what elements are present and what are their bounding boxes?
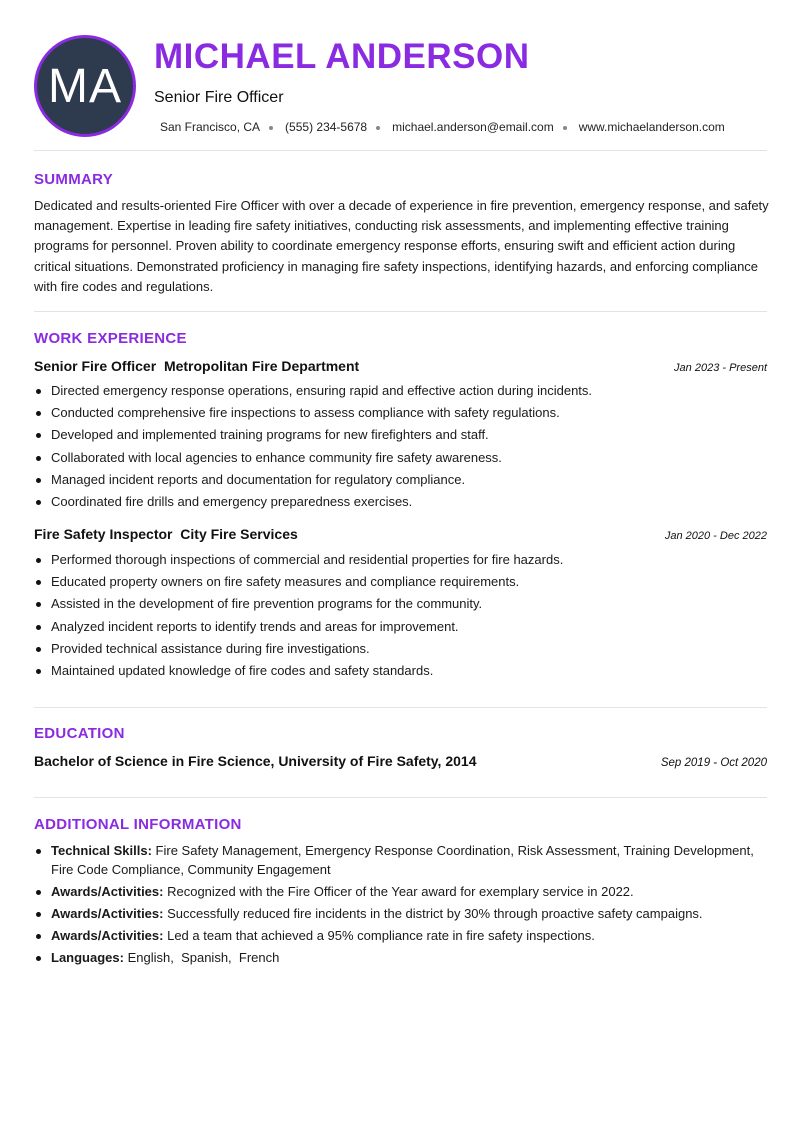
- info-label: Languages:: [51, 950, 124, 965]
- candidate-name: MICHAEL ANDERSON: [154, 37, 530, 76]
- bullet-text: Analyzed incident reports to identify trends and areas for improvement.: [51, 618, 459, 634]
- job-title-company: [34, 358, 359, 374]
- divider: [34, 707, 767, 708]
- avatar: [34, 35, 136, 137]
- bullet-icon: [36, 389, 41, 394]
- bullet-icon: [36, 912, 41, 917]
- divider: [34, 311, 767, 312]
- list-item: [34, 616, 767, 638]
- candidate-title: Senior Fire Officer: [154, 89, 284, 106]
- list-item: [34, 593, 767, 615]
- bullet-icon: [36, 956, 41, 961]
- contact-location: San Francisco, CA: [160, 120, 261, 134]
- divider: [34, 797, 767, 798]
- bullet-text: Performed thorough inspections of commercial and residential properties for fire hazards.: [51, 552, 564, 567]
- bullet-icon: [36, 669, 41, 674]
- info-text: Recognized with the Fire Officer of the Year award for exemplary service in 2022.: [167, 883, 634, 899]
- list-item: [34, 571, 767, 593]
- bullet-icon: [36, 580, 41, 585]
- job-dates: Jan 2023 - Present: [674, 362, 767, 374]
- bullet-text: Managed incident reports and documentation for regulatory compliance.: [51, 471, 466, 487]
- bullet-icon: [36, 647, 41, 652]
- work-experience-heading: WORK EXPERIENCE: [34, 330, 187, 347]
- education-entry: [34, 753, 767, 769]
- contact-bar: [160, 120, 725, 134]
- job-title-company: [34, 526, 298, 542]
- bullet-icon: [36, 411, 41, 416]
- summary-heading: SUMMARY: [34, 171, 114, 188]
- bullet-icon: [36, 890, 41, 895]
- bullet-icon: [36, 433, 41, 438]
- info-label: Awards/Activities:: [51, 905, 164, 921]
- job-bullets: [34, 549, 767, 682]
- bullet-text: Directed emergency response operations, ensuring rapid and effective action during incidents.: [51, 383, 593, 398]
- list-item: [34, 660, 767, 682]
- job-header: [34, 526, 767, 542]
- info-label: Awards/Activities:: [51, 927, 164, 943]
- list-item: [34, 549, 767, 571]
- bullet-icon: [36, 456, 41, 461]
- job-company: City Fire Services: [180, 526, 298, 542]
- list-item: [34, 424, 767, 446]
- contact-website[interactable]: www.michaelanderson.com: [578, 120, 725, 134]
- avatar-initials: MA: [48, 59, 122, 113]
- list-item: [34, 380, 767, 402]
- bullet-icon: [36, 558, 41, 563]
- job-dates: Jan 2020 - Dec 2022: [664, 530, 767, 542]
- bullet-text: Collaborated with local agencies to enhance community fire safety awareness.: [51, 449, 502, 465]
- list-item: [34, 905, 767, 924]
- job-bullets: [34, 380, 767, 513]
- list-item: [34, 949, 767, 968]
- separator-dot: [269, 126, 273, 130]
- info-text: Led a team that achieved a 95% compliance rate in fire safety inspections.: [167, 927, 595, 943]
- bullet-text: Maintained updated knowledge of fire codes and safety standards.: [51, 663, 434, 679]
- bullet-text: Developed and implemented training programs for new firefighters and staff.: [51, 427, 489, 443]
- bullet-icon: [36, 602, 41, 607]
- education-degree: Bachelor of Science in Fire Science, University of Fire Safety, 2014: [34, 753, 477, 769]
- bullet-icon: [36, 478, 41, 483]
- divider: [34, 150, 767, 151]
- job-company: Metropolitan Fire Department: [163, 358, 360, 374]
- additional-info-heading: ADDITIONAL INFORMATION: [34, 816, 242, 833]
- contact-phone: (555) 234-5678: [285, 120, 368, 134]
- bullet-text: Educated property owners on fire safety measures and compliance requirements.: [51, 574, 520, 590]
- job-role: Fire Safety Inspector: [34, 526, 173, 542]
- separator-dot: [376, 126, 380, 130]
- list-item: [34, 402, 767, 424]
- separator-dot: [563, 126, 567, 130]
- additional-info-list: [34, 842, 767, 971]
- list-item: [34, 883, 767, 902]
- job-header: [34, 358, 767, 374]
- bullet-text: Provided technical assistance during fire investigations.: [51, 640, 370, 656]
- bullet-text: Conducted comprehensive fire inspections to assess compliance with safety regulations.: [51, 405, 560, 421]
- info-text: Successfully reduced fire incidents in the district by 30% through proactive safety campaigns.: [167, 905, 703, 921]
- list-item: [34, 842, 767, 879]
- info-text: English, Spanish, French: [127, 950, 280, 965]
- bullet-icon: [36, 500, 41, 505]
- contact-email[interactable]: michael.anderson@email.com: [392, 120, 554, 134]
- bullet-icon: [36, 934, 41, 939]
- info-label: Awards/Activities:: [51, 883, 164, 899]
- info-text: Fire Safety Management, Emergency Response Coordination, Risk Assessment, Training Development, Fire Code Compliance, Community Engagement: [51, 843, 754, 877]
- bullet-icon: [36, 849, 41, 854]
- job-role: Senior Fire Officer: [34, 358, 157, 374]
- education-heading: EDUCATION: [34, 725, 125, 742]
- education-dates: Sep 2019 - Oct 2020: [660, 757, 767, 769]
- list-item: [34, 491, 767, 513]
- info-label: Technical Skills:: [51, 843, 152, 858]
- list-item: [34, 638, 767, 660]
- list-item: [34, 447, 767, 469]
- list-item: [34, 469, 767, 491]
- bullet-icon: [36, 625, 41, 630]
- summary-text: Dedicated and results-oriented Fire Officer with over a decade of experience in fire prevention, emergency response, and safety management. Expertise in leading fire safety initiatives, conducting risk assessments, and implementing effective training programs for personnel. Proven ability to coordinate emergency response efforts, ensuring swift and efficient action during critical situations. Demonstrated proficiency in managing fire safety inspections, identifying hazards, and enforcing compliance with fire codes and regulations.: [34, 198, 769, 294]
- bullet-text: Coordinated fire drills and emergency preparedness exercises.: [51, 494, 413, 510]
- list-item: [34, 927, 767, 946]
- bullet-text: Assisted in the development of fire prevention programs for the community.: [51, 596, 483, 612]
